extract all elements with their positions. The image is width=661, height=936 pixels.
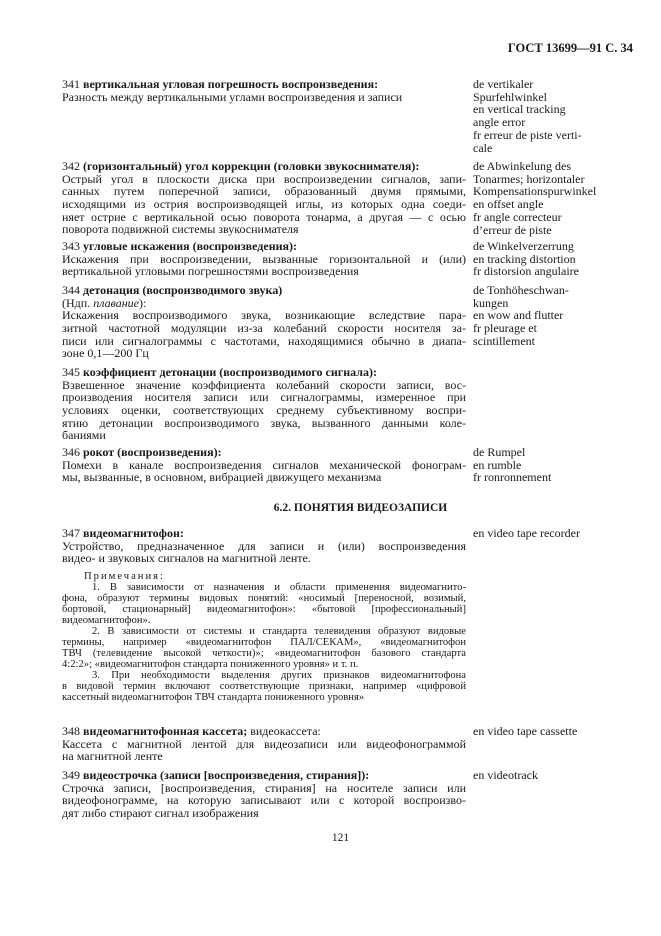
equivalent-line: fr ronronnement: [473, 470, 552, 485]
equivalent-line: en offset angle: [473, 197, 544, 212]
foreign-equivalents-348: [473, 725, 643, 738]
note-2-line: 2. В зависимости от системы и стандарта телевидения образуют видовые: [92, 626, 466, 637]
deprecated-synonym: [62, 297, 466, 310]
term-entry-348: [62, 725, 466, 763]
definition-line: зитной частотной модуляции из-за колебаний скорости носителя за-: [62, 322, 466, 335]
equivalent-line: Kompensationspurwinkel: [473, 184, 597, 199]
term-entry-344: [62, 284, 466, 360]
foreign-equivalents-349: [473, 769, 643, 782]
note-3-line: 3. При необходимости выделения других признаков видеомагнитофона: [92, 670, 466, 681]
definition-line: Устройство, предназначенное для записи и (или) воспроизведения: [62, 539, 466, 553]
foreign-equivalents-341: [473, 78, 643, 154]
synonym-suffix: ):: [139, 295, 147, 310]
equivalent-line: en wow and flutter: [473, 308, 564, 323]
notes-title: Примечания:: [84, 571, 165, 582]
foreign-equivalents-347: [473, 527, 643, 540]
equivalent-line: de Rumpel: [473, 445, 526, 459]
definition-line: на магнитной ленте: [62, 749, 163, 764]
definition-line: Разность между вертикальными углами воспроизведения и записи: [62, 89, 403, 104]
equivalent-line: fr pleurage et: [473, 321, 537, 336]
equivalent-line: Tonarmes; horizontaler: [473, 171, 585, 186]
definition-line: вертикальной угловыми погрешностями воспроизведения: [62, 264, 359, 279]
definition-line: исходящими из острия воспроизводящей иглы, из которых одна соеди-: [62, 198, 466, 211]
term-name: коэффициент детонации (воспроизводимого сигнала):: [83, 365, 377, 379]
section-title: 6.2. ПОНЯТИЯ ВИДЕОЗАПИСИ: [273, 502, 448, 514]
term-entry-345: [62, 366, 466, 442]
foreign-equivalents-346: [473, 446, 643, 484]
equivalent-line: en video tape recorder: [473, 526, 580, 540]
note-2-line: термины, например «видеомагнитофон ПАЛ/СЕКАМ», «видеомагнитофон: [62, 637, 466, 648]
term-synonym: видеокассета:: [247, 724, 321, 738]
note-1-line: 1. В зависимости от назначения и области применения видеомагнито-: [92, 582, 466, 593]
definition-line: дят либо стирают сигнал изображения: [62, 806, 259, 821]
equivalent-line: en tracking distortion: [473, 251, 576, 266]
equivalent-line: Spurfehlwinkel: [473, 89, 547, 104]
equivalent-line: en rumble: [473, 457, 522, 472]
note-1-line: бортовой, стационарный] видеомагнитофон»: «бытовой [профессиональный]: [62, 604, 466, 615]
term-name: угловые искажения (воспроизведения):: [83, 239, 298, 253]
term-name: рокот (воспроизведения):: [83, 445, 222, 459]
equivalent-line: scintillement: [473, 333, 535, 348]
definition-line: условиях оценки, соответствующих среднему субъективному воспри-: [62, 404, 466, 417]
term-name: видеострочка (записи [воспроизведения, стирания]):: [83, 768, 370, 782]
foreign-equivalents-344: [473, 284, 643, 348]
synonym-term: плавание: [93, 295, 139, 310]
term-name: видеомагнитофон:: [83, 526, 184, 540]
definition-line: Острый угол в плоскости диска при воспроизведении сигналов, запи-: [62, 172, 466, 186]
term-heading: [62, 240, 466, 253]
term-number: 342: [62, 159, 83, 173]
foreign-equivalents-343: [473, 240, 643, 278]
term-heading: [62, 160, 466, 173]
definition-line: баниями: [62, 428, 106, 443]
term-number: 345: [62, 365, 83, 379]
term-number: 348: [62, 724, 83, 738]
equivalent-line: d’erreur de piste: [473, 222, 552, 237]
term-entry-347: [62, 527, 466, 565]
definition-line: поворота подвижной системы звукоснимателя: [62, 222, 299, 237]
note-3-line: в видовой термин включают соответствующие признаки, например «цифровой: [62, 681, 466, 692]
synonym-prefix: (Ндп.: [62, 295, 94, 310]
term-heading: [62, 769, 466, 782]
equivalent-line: fr distorsion angulaire: [473, 264, 579, 279]
term-number: 349: [62, 768, 83, 782]
note-2-line: ТВЧ (телевидение высокой четкости)»; «видеомагнитофон базового стандарта: [62, 648, 466, 659]
term-entry-349: [62, 769, 466, 820]
term-heading: [62, 527, 466, 540]
definition-line: производения носителя записи или сигналограммы, измеренное при: [62, 391, 466, 405]
note-1-line: фона, образуют термины видовых понятий: «носимый [переносной, возимый,: [62, 593, 466, 604]
term-name: (горизонтальный) угол коррекции (головки звукоснимателя):: [83, 159, 420, 173]
term-entry-342: [62, 160, 466, 236]
definition-line: няет острие с вертикальной осью поворота тонарма, а другая — с осью: [62, 210, 466, 224]
equivalent-line: de Tonhöheschwan-: [473, 283, 569, 297]
term-heading: [62, 446, 466, 459]
equivalent-line: en video tape cassette: [473, 724, 578, 738]
equivalent-line: de Winkelverzerrung: [473, 239, 574, 253]
term-name: видеомагнитофонная кассета;: [83, 724, 248, 738]
definition-line: писи или сигналограммы с частотами, находящимися обычно в диапа-: [62, 334, 466, 348]
definition-line: Кассета с магнитной лентой для видеозаписи или видеофонограммой: [62, 737, 466, 751]
page-header: ГОСТ 13699—91 С. 34: [507, 41, 633, 55]
term-entry-346: [62, 446, 466, 484]
foreign-equivalents-342: [473, 160, 643, 236]
term-number: 346: [62, 445, 83, 459]
term-heading: [62, 78, 466, 91]
term-number: 343: [62, 239, 83, 253]
definition-line: Помехи в канале воспроизведения сигналов механической фонограм-: [62, 458, 466, 472]
definition-line: Строчка записи, [воспроизведения, стирания] на носителе записи или: [62, 781, 466, 795]
definition-line: Искажения при воспроизведении, вызванные горизонтальной и (или): [62, 252, 466, 266]
definition-line: Взвешенное значение коэффициента колебаний скорости записи, вос-: [62, 378, 466, 392]
term-name: вертикальная угловая погрешность воспроизведения:: [83, 77, 379, 91]
equivalent-line: cale: [473, 140, 493, 155]
definition-line: зоне 0,1—200 Гц: [62, 346, 149, 361]
term-entry-341: [62, 78, 466, 103]
term-entry-343: [62, 240, 466, 278]
term-heading: [62, 725, 466, 738]
definition-line: Искажения воспроизводимого звука, возникающие вследствие пара-: [62, 309, 466, 323]
equivalent-line: fr erreur de piste verti-: [473, 127, 582, 142]
page-number: 121: [331, 832, 350, 844]
term-heading: [62, 366, 466, 379]
equivalent-line: kungen: [473, 295, 509, 310]
equivalent-line: fr angle correcteur: [473, 209, 562, 224]
note-1-line: видеомагнитофон».: [62, 615, 151, 626]
term-number: 341: [62, 77, 83, 91]
equivalent-line: en vertical tracking: [473, 102, 566, 117]
notes-block: [62, 571, 466, 703]
definition-line: санных путем поперечной записи, образованный двумя прямыми,: [62, 185, 466, 199]
equivalent-line: de vertikaler: [473, 77, 534, 91]
definition-line: мы, вызванные, в основном, вибрацией движущего механизма: [62, 470, 382, 485]
equivalent-line: de Abwinkelung des: [473, 159, 571, 173]
note-2-line: 4:2:2»; «видеомагнитофон стандарта пониженного уровня» и т. п.: [62, 659, 359, 670]
definition-line: видеофонограмме, на которую записывают или с которой воспроизво-: [62, 794, 466, 808]
note-3-line: кассетный видеомагнитофон ТВЧ стандарта пониженного уровня»: [62, 692, 365, 703]
equivalent-line: angle error: [473, 115, 526, 130]
term-number: 344: [62, 283, 83, 297]
definition-line: ятию детонации воспроизводимого звука, вызванного данными коле-: [62, 416, 466, 430]
term-number: 347: [62, 526, 83, 540]
equivalent-line: en videotrack: [473, 768, 538, 782]
term-name: детонация (воспроизводимого звука): [83, 283, 283, 297]
definition-line: видео- и звуковых сигналов на магнитной ленте.: [62, 551, 311, 566]
